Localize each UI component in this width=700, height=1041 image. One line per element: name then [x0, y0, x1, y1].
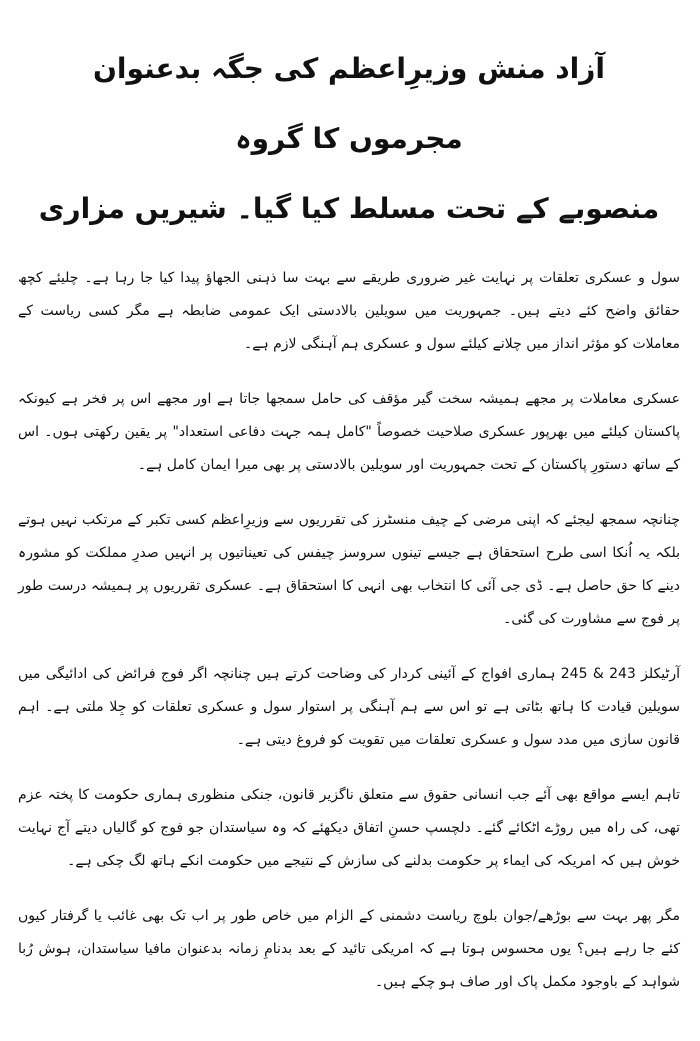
paragraph-line: تعلقات میں تقویت کو فروغ دیتی ہے۔: [236, 732, 456, 748]
paragraph-line: چنانچہ سمجھ لیجئے کہ اپنی مرضی کے چیف منسٹرز کی تقرریوں سے وزیرِاعظم کسی تکبر کے مرتکب نہیں ہوتے بلکہ یہ اُنکا اسی طرح: [18, 512, 681, 561]
paragraph-line: انہی کا استحقاق ہے۔ عسکری تقرریوں پر ہمیشہ درست طور پر فوج سے مشاورت کی گئی۔: [18, 578, 680, 627]
paragraph-line: تاہم ایسے مواقع بھی آئے جب انسانی حقوق سے متعلق ناگزیر قانون، جنکی منظوری ہماری حکومت کا پختہ عزم تھی، کی راہ میں: [18, 787, 681, 836]
headline-line-1: آزاد منش وزیرِاعظم کی جگہ بدعنوان مجرموں کا گروہ: [93, 52, 605, 155]
paragraph-line: عسکری معاملات پر مجھے ہمیشہ سخت گیر مؤقف کی حامل سمجھا جاتا ہے اور مجھے اس پر فخر ہے کیونکہ پاکستان کیلئے میں بھرپور: [18, 391, 680, 440]
paragraph-line: عسکری ہم آہنگی لازم ہے۔: [244, 336, 411, 352]
paragraph-line: مگر پھر بہت سے بوڑھے/جوان بلوچ ریاست دشمنی کے الزام میں خاص طور پر اب تک بھی غائب یا گرفتار کیوں کئے جا رہے: [18, 908, 680, 957]
paragraph-line: عسکری صلاحیت خصوصاً "کامل ہمہ جہت دفاعی استعداد" پر یقین رکھتی ہوں۔ اس کے ساتھ دستورِ پاکستان کے تحت جمہوریت: [18, 424, 680, 473]
paragraph-1: [18, 262, 680, 361]
paragraph-line: ہیں۔ جمہوریت میں سویلین بالادستی ایک عمومی ضابطہ ہے مگر کسی ریاست کے معاملات کو مؤثر انداز میں چلانے کیلئے سول و: [18, 303, 680, 352]
paragraph-line: آرٹیکلز 243 & 245 ہماری افواج کے آئینی کردار کی وضاحت کرتے ہیں چنانچہ اگر فوج فرائض کی ادائیگی میں سویلین قیادت کا: [18, 666, 681, 715]
headline: [18, 34, 680, 244]
article-body: [18, 262, 680, 999]
paragraph-line: ہاتھ بٹاتی ہے تو اس سے ہم آہنگی پر استوار سول و عسکری تعلقات کو جِلا ملتی ہے۔ اہم قانون سازی میں مدد سول و عسکری: [18, 699, 680, 748]
paragraph-5: [18, 779, 680, 878]
paragraph-3: [18, 504, 680, 636]
paragraph-line: ہیں؟ یوں محسوس ہوتا ہے کہ امریکی تائید کے بعد بدنامِ زمانہ بدعنوان مافیا سیاستدان، ہوش رُبا شواہد کے باوجود مکمل پاک اور: [18, 941, 680, 990]
paragraph-6: [18, 900, 680, 999]
paragraph-line: سول و عسکری تعلقات پر نہایت غیر ضروری طریقے سے بہت سا ذہنی الجھاؤ پیدا کیا جا رہا ہے۔ چلیئے کچھ حقائق واضح کئے دیتے: [18, 270, 680, 319]
paragraph-line: حکومت بدلنے کی سازش کے نتیجے میں حکومت انکے ہاتھ لگ چکی ہے۔: [67, 853, 482, 869]
paragraph-line: روڑے اٹکائے گئے۔ دلچسپ حسنِ اتفاق دیکھئے کہ وہ سیاستدان جو فوج کو گالیاں دیتے آج نہایت خوش ہیں کہ امریکہ کی ایماء پر: [18, 820, 680, 869]
paragraph-4: [18, 658, 680, 757]
paragraph-2: [18, 383, 680, 482]
paragraph-line: صاف ہو چکے ہیں۔: [374, 974, 491, 990]
paragraph-line: اور سویلین بالادستی پر بھی میرا ایمان کامل ہے۔: [137, 457, 425, 473]
paragraph-line: استحقاق ہے جیسے تینوں سروسز چیفس کی تعیناتیوں پر انہیں صدرِ مملکت کو مشورہ دینے کا حق حاصل ہے۔ ڈی جی آئی کا انتخاب بھی: [18, 545, 680, 594]
headline-line-2: منصوبے کے تحت مسلط کیا گیا۔ شیریں مزاری: [38, 192, 660, 225]
